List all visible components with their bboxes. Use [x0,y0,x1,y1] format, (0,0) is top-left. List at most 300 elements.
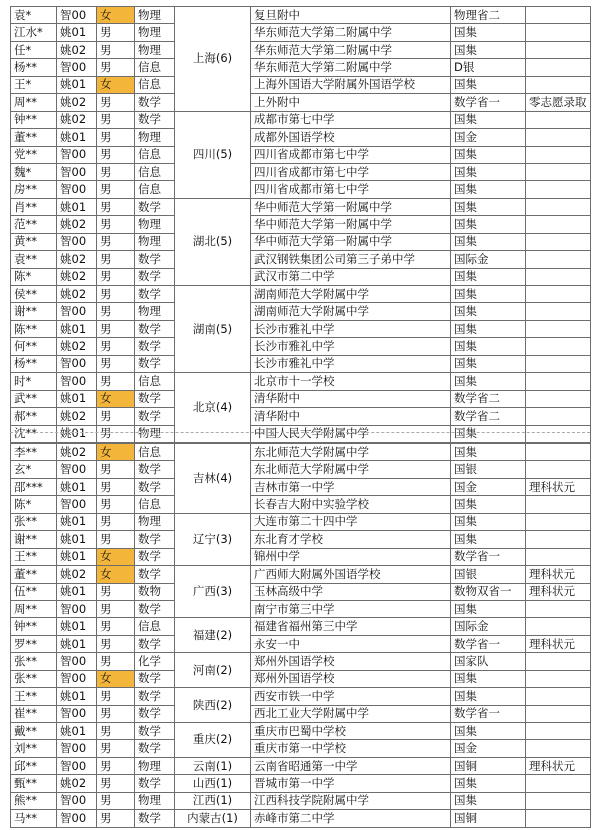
gender-cell: 男 [97,688,135,705]
table-row [11,444,591,461]
note-cell [526,181,591,198]
table-row [11,163,591,180]
subject-cell: 数学 [135,286,175,303]
subject-cell: 信息 [135,496,175,513]
table-row [11,233,591,250]
province-cell: 江西(1) [175,792,251,809]
school-cell: 广西师大附属外国语学校 [251,566,451,583]
table-row [11,723,591,740]
class-cell: 智00 [57,181,97,198]
award-cell: 数学省一 [451,705,526,722]
award-cell: 国集 [451,198,526,215]
table-row [11,635,591,652]
award-cell: 数学省一 [451,548,526,565]
gender-cell: 男 [97,129,135,146]
student-name-cell: 邵*** [11,478,57,495]
subject-cell: 物理 [135,233,175,250]
gender-cell: 男 [97,59,135,76]
subject-cell: 物理 [135,303,175,320]
note-cell [526,408,591,425]
note-cell [526,268,591,285]
subject-cell: 数学 [135,688,175,705]
school-cell: 华东师范大学第二附属中学 [251,41,451,58]
award-cell: 国际金 [451,618,526,635]
subject-cell: 数学 [135,268,175,285]
award-cell: 国集 [451,268,526,285]
note-cell [526,653,591,670]
subject-cell: 数学 [135,408,175,425]
award-cell: 国金 [451,740,526,757]
class-cell: 智00 [57,810,97,827]
province-cell: 福建(2) [175,618,251,653]
subject-cell: 数学 [135,338,175,355]
note-cell [526,740,591,757]
note-cell [526,513,591,530]
province-cell: 广西(3) [175,566,251,618]
class-cell: 智00 [57,653,97,670]
table-row [11,41,591,58]
table-row [11,320,591,337]
student-name-cell: 侯** [11,286,57,303]
table-row [11,548,591,565]
subject-cell: 数学 [135,355,175,372]
note-cell: 理科状元 [526,583,591,600]
table-row [11,566,591,583]
note-cell [526,198,591,215]
student-name-cell: 张** [11,670,57,687]
class-cell: 智00 [57,303,97,320]
school-cell: 长沙市雅礼中学 [251,355,451,372]
award-cell: 数学省一 [451,635,526,652]
award-cell: 数学省二 [451,408,526,425]
award-cell: 国集 [451,600,526,617]
province-cell: 山西(1) [175,775,251,792]
student-name-cell: 时* [11,373,57,390]
table-row [11,583,591,600]
gender-cell: 女 [97,548,135,565]
table-row [11,810,591,827]
subject-cell: 信息 [135,181,175,198]
school-cell: 成都市第七中学 [251,111,451,128]
student-name-cell: 沈** [11,425,57,442]
class-cell: 姚01 [57,548,97,565]
gender-cell: 男 [97,268,135,285]
note-cell: 理科状元 [526,757,591,774]
class-cell: 姚01 [57,618,97,635]
note-cell [526,111,591,128]
gender-cell: 男 [97,478,135,495]
subject-cell: 数学 [135,740,175,757]
student-table-bottom [10,443,591,828]
subject-cell: 数学 [135,548,175,565]
gender-cell: 男 [97,24,135,41]
province-cell: 上海(6) [175,7,251,112]
class-cell: 智00 [57,496,97,513]
subject-cell: 物理 [135,129,175,146]
subject-cell: 物理 [135,24,175,41]
table-row [11,268,591,285]
table-row [11,705,591,722]
school-cell: 云南省昭通第一中学 [251,757,451,774]
table-row [11,303,591,320]
award-cell: 国集 [451,688,526,705]
school-cell: 华东师范大学第二附属中学 [251,24,451,41]
table-row [11,76,591,93]
note-cell [526,775,591,792]
gender-cell: 男 [97,653,135,670]
award-cell: 数学省一 [451,94,526,111]
student-name-cell: 郝** [11,408,57,425]
note-cell [526,444,591,461]
award-cell: 国集 [451,233,526,250]
school-cell: 永安一中 [251,635,451,652]
gender-cell: 男 [97,146,135,163]
class-cell: 姚01 [57,635,97,652]
province-cell: 吉林(4) [175,444,251,514]
class-cell: 姚02 [57,111,97,128]
student-name-cell: 魏* [11,163,57,180]
student-name-cell: 张** [11,513,57,530]
province-cell: 辽宁(3) [175,513,251,565]
gender-cell: 男 [97,408,135,425]
subject-cell: 数物 [135,583,175,600]
gender-cell: 男 [97,198,135,215]
class-cell: 姚01 [57,24,97,41]
note-cell [526,688,591,705]
class-cell: 智00 [57,757,97,774]
class-cell: 姚01 [57,531,97,548]
student-name-cell: 武** [11,390,57,407]
student-name-cell: 江水* [11,24,57,41]
class-cell: 姚02 [57,444,97,461]
school-cell: 华中师范大学第一附属中学 [251,198,451,215]
award-cell: 国金 [451,478,526,495]
award-cell: 国集 [451,792,526,809]
class-cell: 姚01 [57,583,97,600]
class-cell: 姚02 [57,94,97,111]
gender-cell: 男 [97,216,135,233]
school-cell: 长沙市雅礼中学 [251,338,451,355]
student-name-cell: 陈* [11,268,57,285]
student-name-cell: 王** [11,548,57,565]
class-cell: 智00 [57,59,97,76]
student-name-cell: 邱** [11,757,57,774]
student-name-cell: 袁* [11,7,57,24]
school-cell: 大连市第二十四中学 [251,513,451,530]
school-cell: 西安市铁一中学 [251,688,451,705]
note-cell [526,129,591,146]
class-cell: 智00 [57,705,97,722]
gender-cell: 男 [97,513,135,530]
award-cell: 数学省二 [451,390,526,407]
class-cell: 智00 [57,7,97,24]
award-cell: 国集 [451,425,526,442]
school-cell: 北京市十一学校 [251,373,451,390]
table-row [11,531,591,548]
school-cell: 长沙市雅礼中学 [251,320,451,337]
school-cell: 锦州中学 [251,548,451,565]
subject-cell: 信息 [135,59,175,76]
gender-cell: 男 [97,531,135,548]
gender-cell: 男 [97,496,135,513]
subject-cell: 信息 [135,444,175,461]
gender-cell: 男 [97,181,135,198]
gender-cell: 男 [97,233,135,250]
note-cell [526,24,591,41]
gender-cell: 男 [97,425,135,442]
student-name-cell: 陈* [11,496,57,513]
school-cell: 武汉钢铁集团公司第三子弟中学 [251,251,451,268]
note-cell [526,670,591,687]
class-cell: 智00 [57,163,97,180]
section-divider [10,432,590,433]
table-row [11,461,591,478]
award-cell: 国银 [451,461,526,478]
student-name-cell: 玄* [11,461,57,478]
class-cell: 姚02 [57,566,97,583]
award-cell: 国集 [451,216,526,233]
student-name-cell: 张** [11,653,57,670]
table-row [11,618,591,635]
school-cell: 四川省成都市第七中学 [251,163,451,180]
award-cell: 国集 [451,444,526,461]
award-cell: 国集 [451,76,526,93]
award-cell: 国铜 [451,757,526,774]
table-row [11,338,591,355]
subject-cell: 数学 [135,600,175,617]
table-row [11,216,591,233]
province-cell: 陕西(2) [175,688,251,723]
class-cell: 姚01 [57,425,97,442]
award-cell: 国集 [451,338,526,355]
student-name-cell: 崔** [11,705,57,722]
school-cell: 湖南师范大学附属中学 [251,303,451,320]
table-row [11,24,591,41]
school-cell: 福建省福州第三中学 [251,618,451,635]
subject-cell: 数学 [135,94,175,111]
gender-cell: 男 [97,41,135,58]
student-name-cell: 黄** [11,233,57,250]
table-row [11,740,591,757]
award-cell: 国金 [451,129,526,146]
student-name-cell: 任* [11,41,57,58]
province-cell: 北京(4) [175,373,251,443]
subject-cell: 信息 [135,76,175,93]
note-cell [526,373,591,390]
note-cell [526,251,591,268]
note-cell [526,705,591,722]
class-cell: 姚01 [57,478,97,495]
class-cell: 姚02 [57,408,97,425]
gender-cell: 女 [97,390,135,407]
student-name-cell: 周** [11,94,57,111]
table-row [11,129,591,146]
gender-cell: 男 [97,355,135,372]
note-cell [526,548,591,565]
student-name-cell: 谢** [11,531,57,548]
subject-cell: 数学 [135,810,175,827]
subject-cell: 数学 [135,251,175,268]
student-name-cell: 党** [11,146,57,163]
student-name-cell: 马** [11,810,57,827]
school-cell: 华东师范大学第二附属中学 [251,59,451,76]
school-cell: 吉林市第一中学 [251,478,451,495]
student-name-cell: 何** [11,338,57,355]
gender-cell: 男 [97,810,135,827]
table-row [11,513,591,530]
note-cell: 理科状元 [526,478,591,495]
subject-cell: 物理 [135,757,175,774]
note-cell [526,59,591,76]
subject-cell: 数学 [135,111,175,128]
table-row [11,600,591,617]
class-cell: 智00 [57,740,97,757]
note-cell: 理科状元 [526,566,591,583]
school-cell: 东北育才学校 [251,531,451,548]
school-cell: 湖南师范大学附属中学 [251,286,451,303]
note-cell [526,618,591,635]
gender-cell: 男 [97,320,135,337]
school-cell: 玉林高级中学 [251,583,451,600]
table-row [11,181,591,198]
gender-cell: 女 [97,76,135,93]
subject-cell: 数学 [135,531,175,548]
school-cell: 成都外国语学校 [251,129,451,146]
award-cell: 国集 [451,496,526,513]
note-cell [526,41,591,58]
class-cell: 姚01 [57,688,97,705]
student-name-cell: 杨** [11,59,57,76]
note-cell [526,320,591,337]
award-cell: 国铜 [451,810,526,827]
school-cell: 晋城市第一中学 [251,775,451,792]
subject-cell: 信息 [135,163,175,180]
gender-cell: 男 [97,286,135,303]
class-cell: 智00 [57,600,97,617]
table-row [11,757,591,774]
subject-cell: 物理 [135,513,175,530]
student-name-cell: 钟** [11,618,57,635]
student-name-cell: 周** [11,600,57,617]
award-cell: 国银 [451,566,526,583]
student-name-cell: 刘** [11,740,57,757]
subject-cell: 物理 [135,41,175,58]
subject-cell: 数学 [135,670,175,687]
gender-cell: 男 [97,111,135,128]
school-cell: 清华附中 [251,390,451,407]
school-cell: 华中师范大学第一附属中学 [251,216,451,233]
subject-cell: 信息 [135,618,175,635]
award-cell: 数物双省一 [451,583,526,600]
school-cell: 上外附中 [251,94,451,111]
school-cell: 四川省成都市第七中学 [251,146,451,163]
school-cell: 东北师范大学附属中学 [251,461,451,478]
gender-cell: 男 [97,600,135,617]
class-cell: 姚02 [57,338,97,355]
student-name-cell: 李** [11,444,57,461]
subject-cell: 数学 [135,478,175,495]
table-row [11,408,591,425]
award-cell: 国集 [451,355,526,372]
gender-cell: 女 [97,444,135,461]
note-cell [526,7,591,24]
gender-cell: 男 [97,303,135,320]
note-cell: 理科状元 [526,635,591,652]
gender-cell: 男 [97,338,135,355]
student-name-cell: 董** [11,129,57,146]
subject-cell: 信息 [135,373,175,390]
award-cell: 国集 [451,513,526,530]
gender-cell: 男 [97,251,135,268]
table-row [11,94,591,111]
note-cell [526,425,591,442]
award-cell: 国集 [451,286,526,303]
student-name-cell: 袁** [11,251,57,268]
award-cell: 国集 [451,181,526,198]
class-cell: 智00 [57,792,97,809]
gender-cell: 男 [97,757,135,774]
province-cell: 重庆(2) [175,723,251,758]
award-cell: D银 [451,59,526,76]
school-cell: 复旦附中 [251,7,451,24]
class-cell: 智00 [57,355,97,372]
gender-cell: 男 [97,583,135,600]
school-cell: 四川省成都市第七中学 [251,181,451,198]
table-row [11,7,591,24]
note-cell [526,233,591,250]
class-cell: 姚02 [57,268,97,285]
student-name-cell: 谢** [11,303,57,320]
table-row [11,198,591,215]
province-cell: 云南(1) [175,757,251,774]
student-name-cell: 陈** [11,320,57,337]
gender-cell: 男 [97,723,135,740]
class-cell: 姚01 [57,198,97,215]
school-cell: 华中师范大学第一附属中学 [251,233,451,250]
subject-cell: 数学 [135,198,175,215]
gender-cell: 女 [97,566,135,583]
note-cell [526,723,591,740]
award-cell: 国集 [451,41,526,58]
note-cell [526,390,591,407]
note-cell [526,600,591,617]
table-row [11,792,591,809]
subject-cell: 信息 [135,146,175,163]
subject-cell: 数学 [135,320,175,337]
award-cell: 国集 [451,24,526,41]
gender-cell: 男 [97,635,135,652]
gender-cell: 男 [97,775,135,792]
table-row [11,373,591,390]
award-cell: 国集 [451,775,526,792]
school-cell: 重庆市第一中学校 [251,740,451,757]
student-name-cell: 范** [11,216,57,233]
student-name-cell: 戴** [11,723,57,740]
student-name-cell: 甄** [11,775,57,792]
note-cell [526,792,591,809]
student-name-cell: 王* [11,76,57,93]
student-name-cell: 熊** [11,792,57,809]
school-cell: 郑州外国语学校 [251,653,451,670]
province-cell: 湖北(5) [175,198,251,285]
student-table-top [10,6,591,443]
school-cell: 西北工业大学附属中学 [251,705,451,722]
table-row [11,111,591,128]
province-cell: 四川(5) [175,111,251,198]
province-cell: 河南(2) [175,653,251,688]
province-cell: 内蒙古(1) [175,810,251,827]
subject-cell: 化学 [135,653,175,670]
